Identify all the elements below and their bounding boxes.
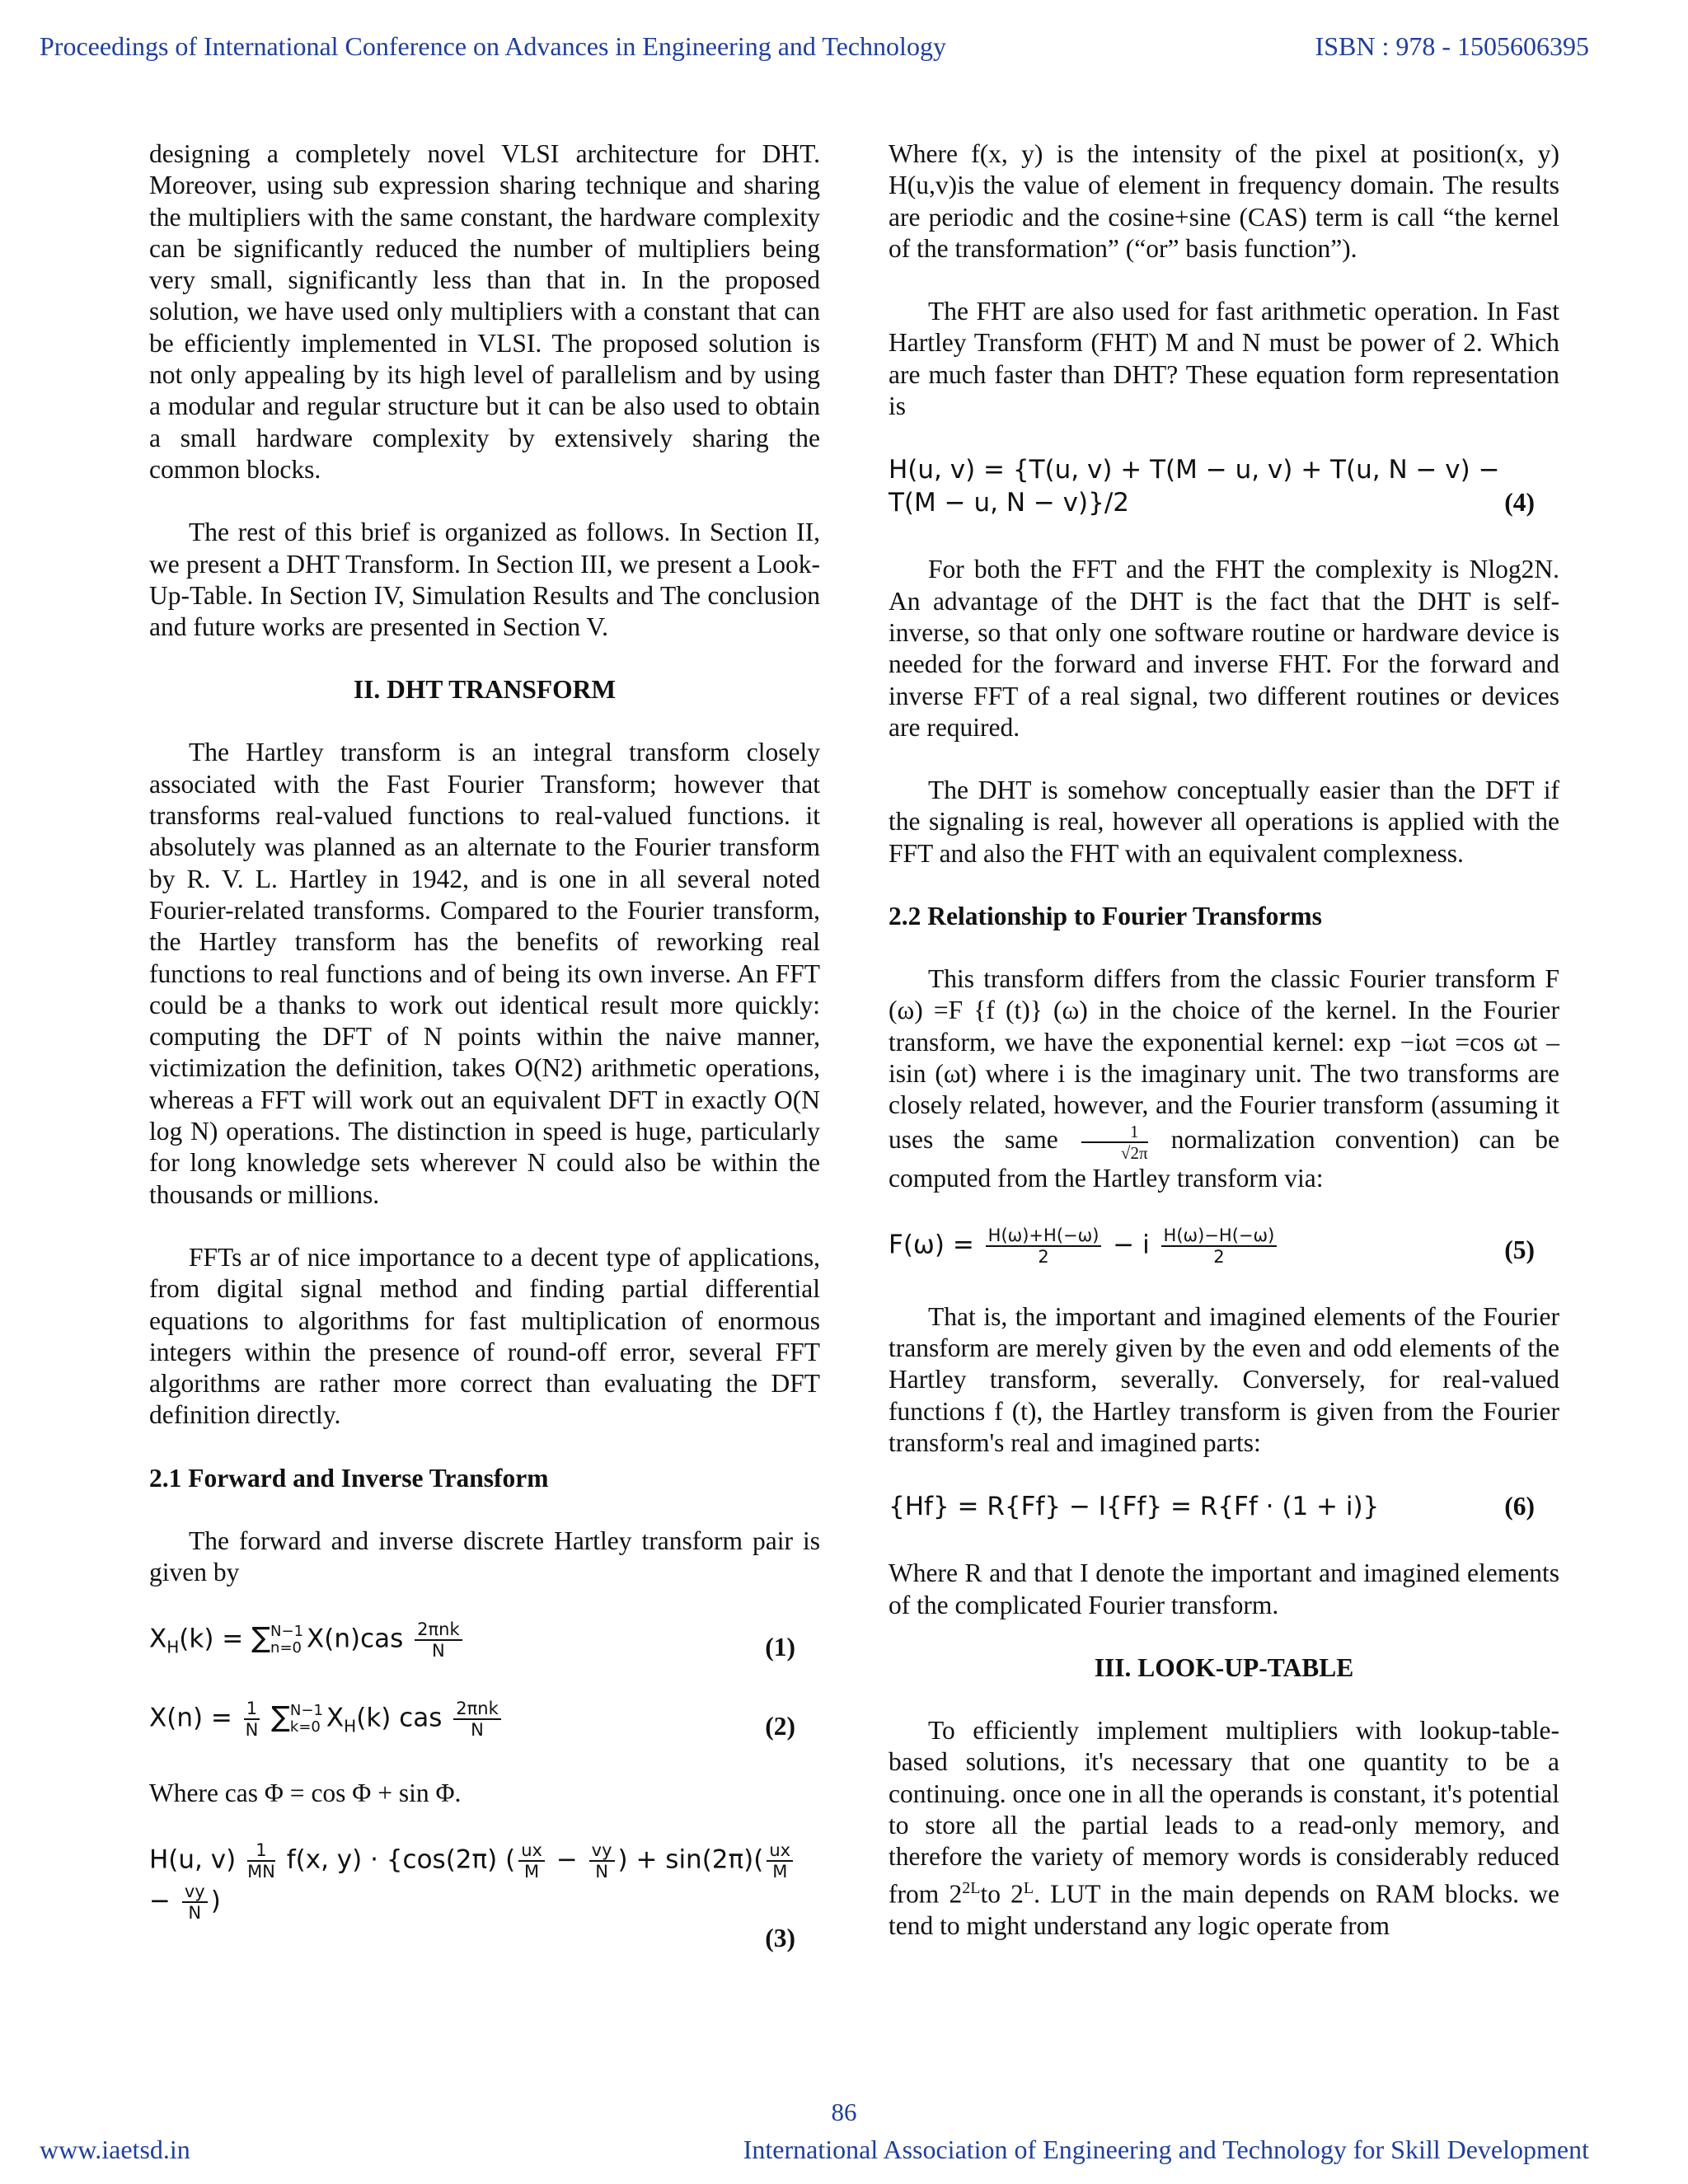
superscript: 2L [962,1879,981,1898]
right-column [889,138,1559,1973]
equation-line: T(M − u, N − v)}/2 [889,488,1130,518]
paragraph: The rest of this brief is organized as follows. In Section II, we present a DHT Transform. In Section III, we present a Look-Up-Table. In Section IV, Simulation Results and The conclusion and future works are presented in Section V. [149,518,820,642]
page-number: 86 [831,2097,857,2126]
paragraph [889,1715,1559,1943]
paragraph-text: to 2 [980,1879,1024,1909]
left-column [149,138,820,1954]
equation-number: (4) [1504,488,1535,518]
equation-number: (2) [765,1711,795,1741]
paragraph: Where cas Φ = cos Φ + sin Φ. [149,1778,462,1807]
paragraph [889,963,1559,1194]
paragraph: designing a completely novel VLSI architecture for DHT. Moreover, using sub expression sharing technique and sharing the multipliers with the same constant, the hardware complexity can be significantly reduced the number of multipliers being very small, significantly less than that in. In the proposed solution, we have used only multipliers with a constant that can be efficiently implemented in VLSI. The proposed solution is not only appealing by its high level of parallelism and by using a modular and regular structure but it can be also used to obtain a small hardware complexity by extensively sharing the common blocks. [149,139,820,484]
paragraph: The forward and inverse discrete Hartley transform pair is given by [149,1526,820,1586]
paragraph: Where R and that I denote the important and imagined elements of the complicated Fourier transform. [889,1558,1559,1619]
equation-line: H(u, v) = {T(u, v) + T(M − u, v) + T(u, N − v) − [889,455,1500,485]
equation-number: (3) [765,1923,795,1952]
section-heading: II. DHT TRANSFORM [353,675,617,705]
footer-website-link[interactable]: www.iaetsd.in [40,2135,190,2164]
equation-2: X(n) = $\frac{1}{N}$ ∑ N−1 k=0 $X_H(k)$ cas $\frac{\text{2πnk}}{N}$ (2) [149,1699,820,1743]
paragraph-text: . LUT in the main depends on RAM blocks. we tend to might understand any logic operate from [889,1879,1560,1941]
equation-5: F(ω) = $\frac{H(\omega)+H(-\omega)}{2}$ − i $\frac{H(\omega)-H(-\omega)}{2}$ (5) [889,1225,1535,1267]
subsection-heading: 2.2 Relationship to Fourier Transforms [889,902,1322,931]
subsection-heading: 2.1 Forward and Inverse Transform [149,1463,549,1493]
superscript: L [1023,1879,1034,1898]
paragraph-text: To efficiently implement multipliers with lookup-table-based solutions, it's necessary that one quantity to be a continuing. once one in all the operands is constant, it's potential to store all the partial leads to a read-only memory, and therefore the variety of memory words is considerably reduced from 2 [889,1715,1560,1909]
equation-1: $X_H(k)$ = ∑ N−1 n=0 X(n)cas $\frac{\text{2πnk}}{N}$ (1) [149,1619,820,1664]
equation-text: {Hf} = R{Ϝf} − I{Ϝf} = R{Ϝf · (1 + i)} [889,1492,1380,1522]
paragraph: The Hartley transform is an integral transform closely associated with the Fast Fourier Transform; however that transforms real-valued functions to real-valued functions. it absolutely was planned as an alternate to the Fourier transform by R. V. L. Hartley in 1942, and is one in all several noted Fourier-related transforms. Compared to the Fourier transform, the Hartley transform has the benefits of reworking real functions to real functions and of being its own inverse. An FFT could be a thanks to work out identical result more quickly: computing the DFT of N points within the naive manner, victimization the definition, takes O(N2) arithmetic operations, whereas a FFT will work out an equivalent DFT in exactly O(N log N) operations. The distinction in speed is huge, particularly for long knowledge sets wherever N could also be within the thousands or millions. [149,738,820,1209]
footer-organization: International Association of Engineering and Technology for Skill Development [743,2135,1589,2164]
equation-number: (6) [1504,1492,1535,1521]
equation-4 [889,453,1559,519]
paragraph-text: This transform differs from the classic Fourier transform F (ω) =Ϝ {f (t)} (ω) in the choice of the kernel. In the Fourier transform, we have the exponential kernel: exp −iωt =cos ωt –isin (ωt) where i is the imaginary unit. The two transforms are closely related, however, and the Fourier transform (assuming it uses the same [889,964,1559,1154]
paragraph: Where f(x, y) is the intensity of the pixel at position(x, y) H(u,v)is the value of element in frequency domain. The results are periodic and the cosine+sine (CAS) term is call “the kernel of the transformation” (“or” basis function”). [889,139,1559,263]
equation-6 [889,1490,1559,1523]
normalization-fraction: $\frac{1}{√2\pi}$ [1081,1122,1148,1163]
equation-number: (1) [765,1632,795,1661]
paragraph: For both the FFT and the FHT the complexity is Nlog2N. An advantage of the DHT is the fact that the DHT is self-inverse, so that only one software routine or hardware device is needed for the forward and inverse FHT. For the forward and inverse FFT of a real signal, two different routines or devices are required. [889,555,1559,742]
paragraph: FFTs ar of nice importance to a decent type of applications, from digital signal method and finding partial differential equations to algorithms for fast multiplication of enormous integers within the presence of round-off error, several FFT algorithms are rather more correct than evaluating the DFT definition directly. [149,1242,820,1430]
running-header-title: Proceedings of International Conference on Advances in Engineering and Technology [40,31,946,61]
paragraph: The FHT are also used for fast arithmetic operation. In Fast Hartley Transform (FHT) M and N must be power of 2. Which are much faster than DHT? These equation form representation is [889,297,1559,421]
section-heading: III. LOOK-UP-TABLE [1094,1652,1354,1682]
equation-number: (5) [1504,1235,1535,1264]
equation-3: H(u, v) $\frac{1}{MN}$ f(x, y) · {cos(2π) ( $\frac{ux}{M}$ − $\frac{vy}{N}$ ) + sin(2π)( $\frac{ux}{M}$ − $\frac{vy}{N}$ ) [149,1840,820,1923]
paragraph: The DHT is somehow conceptually easier than the DFT if the signaling is real, however all operations is applied with the FFT and also the FHT with an equivalent complexness. [889,776,1559,868]
running-header-isbn: ISBN : 978 - 1505606395 [1315,31,1589,61]
paragraph: That is, the important and imagined elements of the Fourier transform are merely given by the even and odd elements of the Hartley transform, severally. Conversely, for real-valued functions f (t), the Hartley transform is given from the Fourier transform's real and imagined parts: [889,1301,1559,1458]
paragraph-text: normalization convention) can be computed from the Hartley transform via: [889,1124,1560,1193]
